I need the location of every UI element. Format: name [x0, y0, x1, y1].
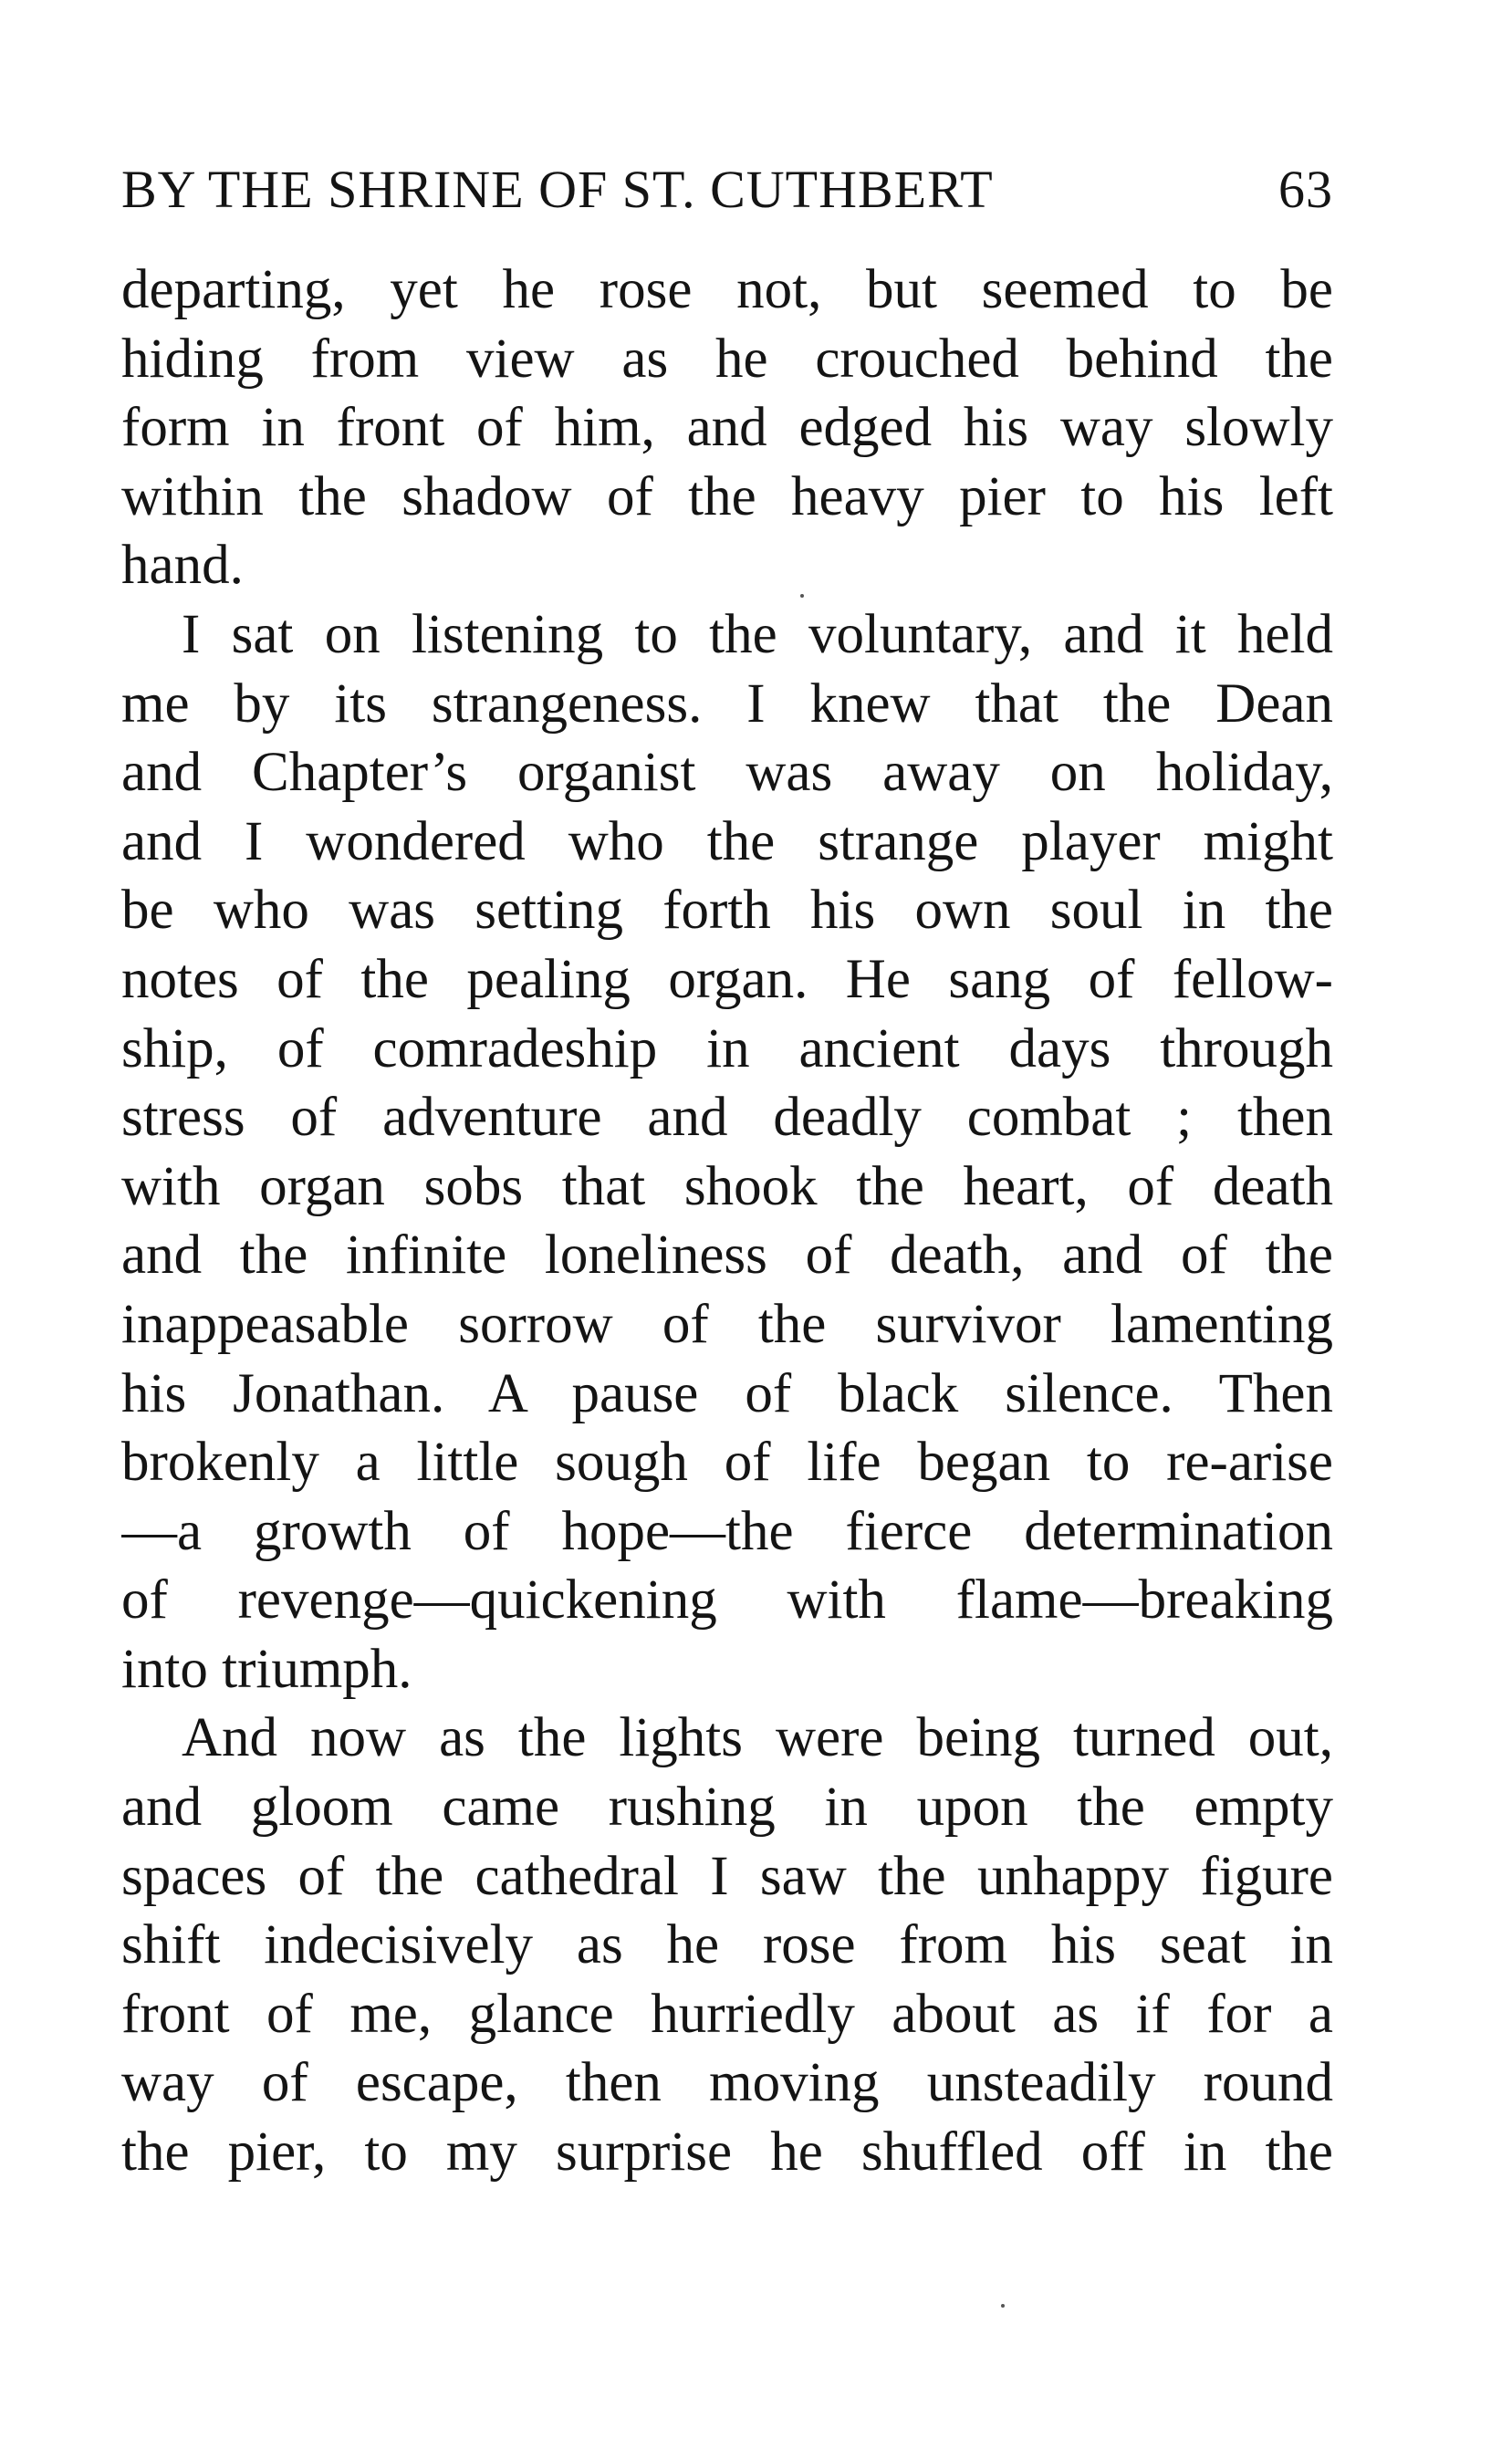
text-line: his Jonathan. A pause of black silence. Then: [121, 1362, 1333, 1424]
text-line: I sat on listening to the voluntary, and it held: [182, 603, 1333, 665]
text-line: me by its strangeness. I knew that the Dean: [121, 672, 1333, 735]
text-line: front of me, glance hurriedly about as if for a: [121, 1983, 1333, 2045]
text-line: and I wondered who the strange player might: [121, 810, 1333, 872]
page-header: [121, 153, 1333, 226]
text-line: with organ sobs that shook the heart, of death: [121, 1155, 1333, 1217]
text-line: inappeasable sorrow of the survivor lamenting: [121, 1293, 1333, 1355]
text-line: and gloom came rushing in upon the empty: [121, 1777, 1333, 1839]
text-line: within the shadow of the heavy pier to his left: [121, 465, 1333, 527]
text-line: be who was setting forth his own soul in the: [121, 880, 1333, 942]
text-line: into triumph.: [121, 1638, 412, 1700]
ink-speck: [800, 594, 804, 598]
body-text: [121, 255, 1333, 2187]
text-line: shift indecisively as he rose from his seat in: [121, 1914, 1333, 1976]
text-line: the pier, to my surprise he shuffled off in the: [121, 2121, 1333, 2184]
text-line: form in front of him, and edged his way slowly: [121, 397, 1333, 459]
text-line: way of escape, then moving unsteadily round: [121, 2052, 1333, 2114]
ink-speck: [1001, 2304, 1005, 2308]
text-line: and the infinite loneliness of death, and of the: [121, 1225, 1333, 1287]
text-line: hiding from view as he crouched behind the: [121, 328, 1333, 390]
text-line: —a growth of hope—the fierce determination: [121, 1500, 1333, 1562]
text-line: stress of adventure and deadly combat ; then: [121, 1087, 1333, 1149]
running-title: BY THE SHRINE OF ST. CUTHBERT: [121, 160, 994, 219]
text-line: ship, of comradeship in ancient days through: [121, 1017, 1333, 1079]
text-line: notes of the pealing organ. He sang of fellow-: [121, 948, 1333, 1010]
page-number: 63: [1278, 160, 1333, 219]
text-line: hand.: [121, 535, 244, 597]
text-line: of revenge—quickening with flame—breaking: [121, 1569, 1333, 1631]
text-line: and Chapter’s organist was away on holiday,: [121, 742, 1333, 804]
text-line: departing, yet he rose not, but seemed to be: [121, 259, 1333, 320]
text-line: brokenly a little sough of life began to re-arise: [121, 1432, 1333, 1494]
text-line: spaces of the cathedral I saw the unhappy figure: [121, 1845, 1333, 1907]
text-line: And now as the lights were being turned out,: [182, 1707, 1333, 1769]
